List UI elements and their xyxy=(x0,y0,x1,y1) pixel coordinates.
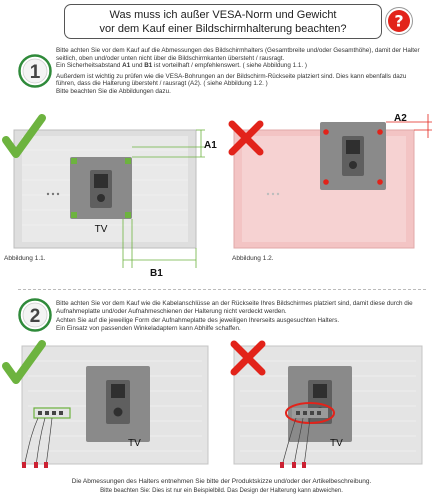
figure-2-right xyxy=(220,336,443,472)
cable-plugs xyxy=(22,462,48,468)
connector-dots xyxy=(267,193,279,195)
question-mark-icon xyxy=(384,6,414,36)
step-2-badge xyxy=(18,298,52,332)
tv-label: TV xyxy=(330,438,343,449)
label-a1: A1 xyxy=(204,140,217,151)
page-title xyxy=(64,4,382,39)
label-b1: B1 xyxy=(150,268,163,279)
wall-mount-plate xyxy=(86,366,150,442)
title-line-1: Was muss ich außer VESA-Norm und Gewicht xyxy=(109,9,337,21)
tv-label: TV xyxy=(94,224,108,235)
step-1-p1-tail: Ein Sicherheitsabstand A1 und B1 ist vorteilhaft / empfehlenswert. ( siehe Abbildung 1.1. ) xyxy=(56,62,308,70)
figure-1-2 xyxy=(220,110,443,260)
tv-label: TV xyxy=(128,438,141,449)
label-a2: A2 xyxy=(394,113,407,124)
section-divider xyxy=(18,289,426,290)
step-2-number: 2 xyxy=(29,306,41,327)
connector-dots xyxy=(47,193,59,195)
step-1-p3: Bitte beachten Sie die Abbildungen dazu. xyxy=(56,87,171,95)
step-1-p1: Bitte achten Sie vor dem Kauf auf die Abmessungen des Bildschirmhalters (Gesamtbreite und/oder Gesamthöhe), damit der Halter seitlich, oben und/oder unten nicht über die Bildschirmkanten übersteht / rausragt. xyxy=(56,47,420,62)
caption-1-2: Abbildung 1.2. xyxy=(232,255,274,262)
step-1-p2: Außerdem ist wichtig zu prüfen wie die VESA-Bohrungen an der Bildschirm-Rückseite platziert sind. Dies kann ebenfalls dazu führen, dass die Halterung übersteht / rausragt (A2). ( siehe Abbildung 1.2. ) xyxy=(56,72,407,88)
step-2-p3: Ein Einsatz von passenden Winkeladaptern kann Abhilfe schaffen. xyxy=(56,324,241,332)
help-symbol: ? xyxy=(394,11,404,31)
step-2-p1: Bitte achten Sie vor dem Kauf wie die Kabelanschlüsse an der Rückseite Ihres Bildschirmes platziert sind, damit diese durch die Aufnahmeplatte und/oder Aufnahmeschienen der Halterung nicht verdeckt werden. xyxy=(56,300,413,315)
step-1-badge xyxy=(18,54,52,88)
step-2-text xyxy=(56,300,426,332)
footer-line-2: Bitte beachten Sie: Dies ist nur ein Beispielbild. Das Design der Halterung kann abweichen. xyxy=(100,488,343,494)
step-2-p2: Achten Sie auf die jeweilige Form der Aufnahmeplatte des jeweiligen Ihrerseits ausgesuchten Halters. xyxy=(56,317,340,325)
cable-plugs xyxy=(280,462,306,468)
step-1-number: 1 xyxy=(29,62,41,83)
footer-line-1: Die Abmessungen des Halters entnehmen Sie bitte der Produktskizze und/oder der Artikelbeschreibung. xyxy=(71,478,372,485)
wall-mount-plate xyxy=(70,157,132,219)
step-1-text xyxy=(56,47,422,96)
wall-mount-plate xyxy=(320,122,386,190)
caption-1-1: Abbildung 1.1. xyxy=(4,255,46,262)
title-line-2: vor dem Kauf einer Bildschirmhalterung beachten? xyxy=(99,23,347,35)
figure-2-left xyxy=(0,336,220,472)
